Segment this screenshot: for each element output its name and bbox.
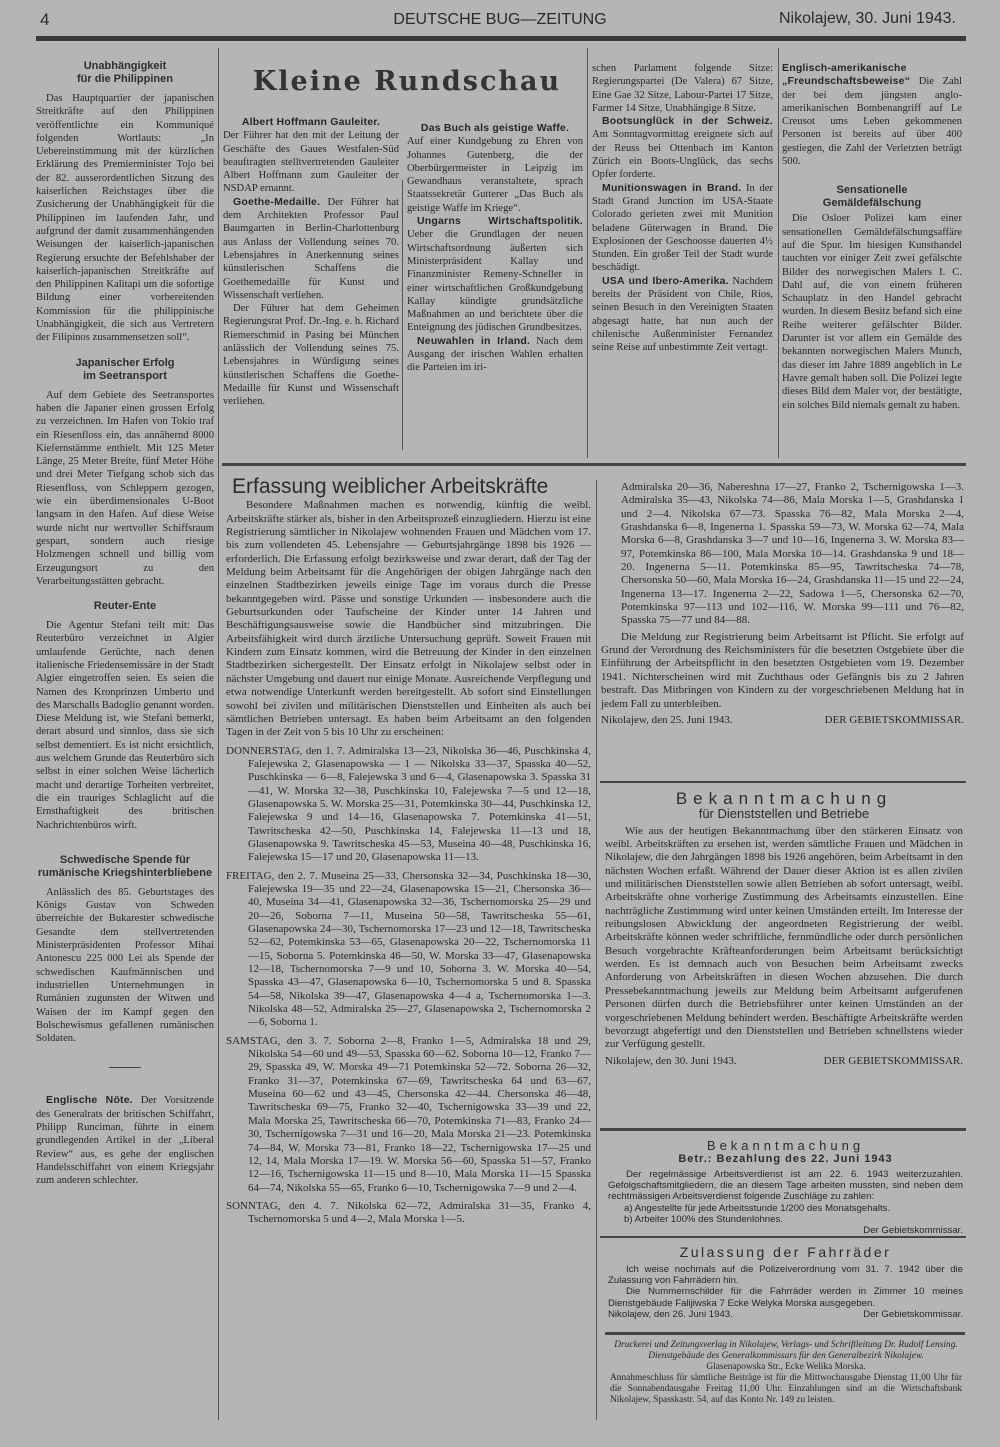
signature: Der Gebietskommissar.	[863, 1225, 963, 1237]
article-body: Munitionswagen in Brand. In der Stadt Grand Junction im USA-Staate Colorado gerieten zwei mit Munition beladene Güterwagen in Brand. Die Explosionen der Geschoosse dauerten 4½ Stunden. Ein großer Teil der Stadt wurde beschädigt.	[592, 181, 773, 274]
erfassung-article	[226, 475, 592, 1227]
day-schedule: SONNTAG, den 4. 7. Nikolska 62—72, Admiralska 31—35, Franko 4, Tschernomorska 5 und 4—2, Mala Morska 1—5.	[226, 1199, 592, 1226]
place-date: Nikolajew, den 30. Juni 1943.	[605, 1054, 737, 1067]
article-body: Neuwahlen in Irland. Nach dem Ausgang der irischen Wahlen erhalten die Parteien im iri-	[407, 334, 583, 374]
impressum	[610, 1340, 962, 1406]
masthead-rule	[36, 36, 966, 41]
signature: DER GEBIETSKOMMISSAR.	[824, 713, 964, 726]
article-body: Auf einer Kundgebung zu Ehren von Johannes Gutenberg, die der Oberbürgermeister in Leipzig im Gewandhaus veranstaltete, sprach Staatssekretär Gutterer „Das Buch als geistige Waffe im Kriege“.	[407, 136, 583, 214]
impressum-publisher: Druckerei und Zeitungsverlag in Nikolajew, Verlags- und Schriftleitung Dr. Rudolf Lensing.	[614, 1340, 958, 1350]
article-body: Der Führer hat dem Geheimen Regierungsrat Prof. Dr.-Ing. e. h. Richard Riemerschmid in Pasing bei München anlässlich der Vollendung seines 75. Lebensjahres in Würdigung seines künstlerischen Schaffens die Goethe-Medaille für Kunst und Wissenschaft verliehen.	[223, 303, 399, 408]
notice-item: a) Angestellte für jede Arbeitsstunde 1/200 des Monatsgehalts.	[624, 1202, 891, 1214]
column-divider	[596, 480, 597, 1420]
article-intro: Besondere Maßnahmen machen es notwendig, künftig die weibl. Arbeitskräfte stärker als, bisher in den Arbeitsprozeß einzugliedern. Hierzu ist eine Registrierung sämtlicher in Nikolajew wohnenden Frauen und Mädchen vom 17. bis zum vollendeten 45. Lebensjahre — Geburtsjahrgänge 1898 bis 1926 — erforderlich. Die Erfassung erfolgt bezirksweise und zwar derart, daß der Tag der Meldung beim Arbeitsamt für die Angehörigen der obigen Jahrgänge nach den einzelnen Stadtbezirken jeweils einige Tage im voraus durch die Presse bekanntgegeben wird. Pässe und sonstige Urkunden — insbesondere auch die Geburtsurkunden oder Taufscheine der Kinder unter 14 Jahren und Beschäftigungsausweise sowie die Handbücher sind mitzubringen. Die Arbeitsfähigkeit wird durch ärztliche Untersuchung geprüft. Soweit Frauen mit Kindern zum Einsatz kommen, wird die Betreuung der Kinder in den einzelnen Stadtbezirken sichergestellt. Der Einsatz erfolgt in Nikolajew selbst oder in nächster Umgebung und dauert nur einige Monate. Ausreichende Verpflegung und etwa notwendige Unterkunft werden bereitgestellt. Ab sofort sind Einstellungen sowohl bei zivilen und militärischen Dienststellen und Einheiten als auch bei sämtlichen Betrieben untersagt. Es haben beim Arbeitsamt an den folgenden Tagen in der Zeit von 5 bis 10 Uhr zu erscheinen:	[226, 499, 591, 739]
bekanntmachung-dienststellen	[605, 789, 963, 1068]
rundschau-column-2	[407, 122, 583, 375]
article-body: Goethe-Medaille. Der Führer hat dem Architekten Professor Paul Baumgarten in Berlin-Charlottenburg aus Anlass der Vollendung seines 70. Lebensjahres in Anerkennung seines künstlerischen Schaffens die Goethemedaille für Kunst und Wissenschaft verliehen.	[223, 195, 399, 301]
separator-rule	[109, 1067, 141, 1068]
rundschau-column-1	[223, 116, 399, 409]
notice-subtitle: Betr.: Bezahlung des 22. Juni 1943	[678, 1153, 893, 1165]
signature-line	[608, 1309, 963, 1320]
article-body: Die Osloer Polizei kam einer sensationellen Gemäldefälschungsaffäre auf die Spur. Im hiesigen Kunsthandel tauchten vor einiger Zeit zwei gefälschte Bilder des norwegischen Malers I. C. Dahl auf, die von einem früheren Schauplatz in den Handel gebracht wurden. In diesem Besitz befand sich eine Reihe weiterer gefälschter Bilder. Darunter ist vor allem ein Gemälde des bekannten norwegischen Malers Munch, das dieser im Jahre 1889 angeblich in Le Havre gemalt haben soll. Die Polizei legte dieses Bild dem Maler vor, der bestätigte, ein solches Bild niemals gemalt zu haben.	[782, 213, 962, 411]
article-body: Bootsunglück in der Schweiz. Am Sonntagvormittag ereignete sich auf der Reuss bei Ottenbach im Kanton Zürich ein Boots-Unglück, das sechs Opfer forderte.	[592, 115, 773, 181]
article-body: Englisch-amerikanische „Freundschaftsbeweise“ Die Zahl der bei dem jüngsten anglo-amerikanischen Bombenangriff auf Le Creusot ums Leben gekommenen Personen ist bereits auf über 400 gestiegen, die Zahl der Verletzten beträgt 500.	[782, 62, 962, 168]
signature: Der Gebietskommissar.	[863, 1308, 963, 1320]
article-body: USA und Ibero-Amerika. Nachdem bereits der Präsident von Chile, Rios, seinen Besuch in den Vereinigten Staaten abgesagt hatte, hat nun auch der chilenische Außenminister Fernandez seine Reise auf unbestimmte Zeit vertagt.	[592, 274, 773, 354]
article-heading: Sensationelle Gemäldefälschung	[822, 184, 922, 210]
rundschau-column-4	[782, 62, 962, 412]
place-date: Nikolajew, den 26. Juni 1943.	[608, 1308, 733, 1320]
impressum-deadline: Annahmeschluss für sämtliche Beiträge ist für die Mittwochausgabe Dienstag 11,00 Uhr für die Sonnabendausgabe Freitag 11,00 Uhr. Einzahlungen sind an die Wirtschaftsbank Nikolajew, Spasskastr. 54, auf das Konto Nr. 149 zu leisten.	[610, 1373, 962, 1405]
column-divider	[778, 48, 779, 458]
notice-subtitle: für Dienststellen und Betriebe	[698, 806, 870, 822]
section-rule	[222, 463, 966, 466]
erfassung-continuation	[601, 481, 964, 727]
section-rule	[600, 781, 966, 783]
article-lead: Albert Hoffmann Gauleiter.	[241, 116, 381, 128]
column-1	[36, 56, 214, 1187]
zulassung-fahrraeder	[608, 1244, 963, 1320]
day-schedule: DONNERSTAG, den 1. 7. Admiralska 13—23, Nikolska 36—46, Puschkinska 4, Falejewska 2, Glasenapowska — 1 — Nikolska 33—37, Spasska 40—52, Puschkinska — 6—8, Falejewska 3 und 6—4, Glasenapowska 3. Spasska 31—41, W. Morska 32—38, Puschkinska 10, Falejewska 7—5 und 12—18, Glasenapowska 5. W. Morska 25—31, Potemkinska 30—44, Puschkinska 12, Falejewska 9 und 14—16, Glasenapowska 7. Potemkinska 41—51, Tawritscheska 42—50, Puschkinska 14, Falejewska 11—13 und 18, Glasenapowska 9. Tawritscheska 45—53, Museina 40—48, Puschkinska 16, Falejewska 15—17 und 20, Glasenapowska 11—13.	[226, 744, 591, 864]
rundschau-column-3	[592, 62, 773, 355]
article-title: Erfassung weiblicher Arbeitskräfte	[232, 475, 549, 498]
day-schedule: SAMSTAG, den 3. 7. Soborna 2—8, Franko 1—5, Admiralska 18 und 29, Nikolska 54—60 und 49—53, Spasska 60—62. Soborna 10—12, Franko 7—29, Spasska 49, W. Morska 49—71 Potemkinska 52—72. Soborna 26—32, Franko 31—37, Potemkinska 67—69, Tawritscheska 64 und 63—67, Museina 60—62 und 43—45, Chersonska 42—44. Chersonska 46—48, Tawritscheska 69—75, Franko 32—40, Tschernigowska 33—39 und 22, Mala Morska 25, Tawritscheska 66—70, Potemkinska 71—83, Franko 24—30, Tschernigowska 7—31 und 16—20, Mala Morska 21—23. Potemkinska 74—84, W. Morska 73—81, Franko 18—22, Tschernigowska 17—25 und 12, 14, Mala Morska 17—19. W. Morska 56—60, Spasska 51—57, Franko 12—16, Tschernigowska 11—15 und 8—10, Mala Morska 11—15 Spasska 64—74, Nikolska 55—65, Franko 6—10, Tschernigowska 7—9 und 2—4.	[226, 1034, 591, 1194]
column-divider	[587, 48, 588, 458]
article-body: Das Hauptquartier der japanischen Streitkräfte auf den Philippinen veröffentlichte ein Kommuniqué folgenden Wortlauts: „In Uebereinstimmung mit der kürzlichen Erklärung des Premierminister Tojo bei der 82. ausserordentlichen Sitzung des kaiserlichen Reichstages über die Zusicherung der Unabhängigkeit für die Philippinen im laufenden Jahr, und aufgrund der damit zusammenhängenden Weisungen der kaiserlich-japanischen Regierung ersuchte der Befehlshaber der kaiserlich-japanischen Streitkräfte auf den Philippinen Kalitapi um die sofortige Bildung einer vorbereitenden Kommission für die philippinische Unabhängigkeit, die sich aus Vertretern der Filipinos zusammensetzen soll“.	[36, 93, 214, 344]
article-body: Anlässlich des 85. Geburtstages des Königs Gustav von Schweden überreichte der Bukarester schwedische Gesandte dem stellvertretenden Ministerpräsidenten Professor Mihai Antonescu 225 000 Lei als Spende der schwedischen Kaufmännischen und industriellen Unternehmungen in Rumänien zugunsten der Witwen und Waisen der im Kampf gegen den Bolschewismus gefallenen rumänischen Soldaten.	[36, 886, 214, 1045]
article-heading: Reuter-Ente	[93, 600, 157, 613]
article-body: Englische Nöte. Der Vorsitzende des Generalrats der britischen Schiffahrt, Philipp Runciman, führte in einem grundlegenden Artikel in der „Liberal Review“ aus, es gehe der englischen Handelsschiffahrt von einem Kriegsjahr zum anderen schlechter.	[36, 1094, 214, 1187]
column-divider	[402, 180, 403, 450]
day-schedule-continued: Admiralska 20—36, Nabereshna 17—27, Franko 2, Tschernigowska 1—3. Admiralska 35—43, Nikolska 74—86, Mala Morska 1—5, Grashdanska 1 und 2—4. Nikolska 67—73. Spasska 76—82, Mala Morska 2—4, Grashdanska 6—8, Ingenerna 1. Spasska 59—73, W. Morska 62—74, Mala Morska 6—8, Grashdanska 3—7 und 10—16, Ingenerna 3. W. Morska 83—97, Potemkinska 86—100, Mala Morska 10—14. Grashdanska 9 und 18—20. Ingenerna 5—11. Potemkinska 85—95, Tawritscheska 74—78, Chersonska 50—60, Mala Morska 16—24, Grashdanska 11—15 und 22—24, Ingenerna 13—17. Ingenerna 2—22, Sadowa 1—5, Chersonska 62—70, Potemkinska 97—113 und 102—116, W. Morska 99—111 und 76—82, Spasska 75—77 und 84—88.	[621, 481, 964, 627]
section-rule	[605, 1332, 965, 1335]
place-date: Nikolajew, den 25. Juni 1943.	[601, 713, 733, 726]
notice-title: Zulassung der Fahrräder	[679, 1244, 892, 1260]
notice-body: Der regelmässige Arbeitsverdienst ist am 22. 6. 1943 weiterzuzahlen. Gefolgschaftsmitgliedern, die an diesem Tage arbeiten mussten, sind neben dem rechtmässigen Arbeitsverdienst folgende Zuschläge zu zahlen:	[608, 1169, 963, 1203]
notice-body: Ich weise nochmals auf die Polizeiverordnung vom 31. 7. 1942 über die Zulassung von Fahrrädern hin.	[608, 1264, 963, 1287]
newspaper-name: DEUTSCHE BUG—ZEITUNG	[393, 11, 607, 28]
article-closing: Die Meldung zur Registrierung beim Arbeitsamt ist Pflicht. Sie erfolgt auf Grund der Verordnung des Reichsministers für die besetzten Ostgebiete über die Einführung der Arbeitspflicht in den besetzten Ostgebieten vom 19. Dezember 1941. Nichterscheinen wird mit Zuchthaus oder Gefängnis bis zu 2 Jahren bestraft. Das Mitbringen von Kindern zu der vorgeschriebenen Meldung hat in jedem Fall zu unterbleiben.	[601, 630, 964, 710]
bekanntmachung-bezahlung	[608, 1138, 963, 1236]
section-rule	[600, 1236, 966, 1238]
impressum-office: Dienstgebäude des Generalkommissars für den Generalbezirk Nikolajew.	[648, 1351, 924, 1361]
notice-item: b) Arbeiter 100% des Stundenlohnes.	[624, 1213, 783, 1225]
impressum-address: Glasenapowska Str., Ecke Welika Morska.	[706, 1362, 866, 1372]
notice-title: Bekanntmachung	[706, 1138, 865, 1153]
day-schedule: FREITAG, den 2. 7. Museina 25—33, Chersonska 32—34, Puschkinska 18—30, Falejewska 19—35 und 22—24, Glasenapowska 15—21, Chersonska 36—40, Museina 34—41, Glasenapowska 32—36, Tschernomorska 25—29 und 20—26, Soborna 7—11, Museina 50—58, Tawritscheska 55—61, Glasenapowska 24—30, Tschernomorska 17—23 und 12—18, Tawritscheska 52—62, Potemkinska 53—65, Glasenapowska 20—22, Tschernomorska 11—15, Soborna 5. Potemkinska 46—50, W. Morska 33—47, Glasenapowska 12—18, Tschernomorska 7—9 und 10, Soborna 3. W. Morska 40—54, Spasska 43—47, Glasenapowska 6—10, Tschernomorska 5 und 8. Spasska 54—58, Nikolska 39—47, Glasenapowska 4—4 a, Tschernomorska 1—3. Nikolska 48—52, Admiralska 25—27, Glasenapowska 2, Tschernomorska 2—6, Soborna 1.	[226, 869, 592, 1029]
article-body: Ungarns Wirtschaftspolitik. Ueber die Grundlagen der neuen Wirtschaftsordnung äußerten sich Ministerpräsident Kallay und Finanzminister Remeny-Schneller in einer wirtschaftlichen Großkundgebung Kallay kündigte grundsätzliche Maßnahmen an und berichtete über die Enteignung des jüdischen Grundbesitzes.	[407, 215, 583, 334]
signature-line	[605, 1055, 963, 1068]
section-rule	[600, 1128, 966, 1131]
article-heading: Japanischer Erfolg im Seetransport	[75, 356, 175, 382]
page-number: 4	[40, 10, 50, 29]
masthead	[40, 10, 960, 34]
article-heading: Unabhängigkeit für die Philippinen	[77, 60, 173, 85]
signature-line	[601, 714, 964, 727]
issue-date: Nikolajew, 30. Juni 1943.	[779, 10, 956, 27]
notice-body: Die Nummernschilder für die Fahrräder werden in Zimmer 10 meines Dienstgebäude Falijiwska 7 Ecke Welyka Morska ausgegeben.	[608, 1286, 963, 1309]
article-body: Auf dem Gebiete des Seetransportes haben die Japaner einen grossen Erfolg zu verzeichnen. Im Hafen von Tokio traf ein Riesenfloss ein, das annähernd 8000 Kiefernstämme enthielt. Mit 125 Meter Länge, 25 Meter Breite, fünf Meter Höhe und drei Meter Tiefgang schob sich das Riesenfloss, von Schleppern gezogen, wie ein überdimensionales U-Boot langsam in den Hafen. Auf diese Weise wurde nicht nur wertvoller Schiffsraum gespart, sondern auch riesige Holzmengen schnell und billig vom Erzeugungsort zu den Verarbeitungsstätten gebracht.	[36, 389, 214, 587]
article-body: schen Parlament folgende Sitze: Regierungspartei (De Valera) 67 Sitze, Eine Gae 32 Sitze, Labour-Partei 17 Sitze, Farmer 14 Sitze, Unabhängige 8 Sitze.	[592, 63, 773, 114]
section-title: Kleine Rundschau	[252, 66, 562, 97]
signature: DER GEBIETSKOMMISSAR.	[823, 1054, 963, 1067]
article-body: Die Agentur Stefani teilt mit: Das Reuterbüro verzeichnet in Algier umlaufende Gerüchte, nach denen italienische Friedensemissäre in der Stadt Algier eingetroffen seien. Es seien die Namen des Kronprinzen Umberto und des Marschalls Badoglio genannt worden. Diese Meldung ist, wie Stefani bemerkt, derart absurd und sinnlos, dass sie sich selbst dementiert. Es ist nicht ersichtlich, aus welchem Grunde das Reuterbüro sich selbst in einer solchen Weise lächerlich macht und derartige Torheiten verbreitet, die ein trauriges Schlaglicht auf die Ernsthaftigkeit des britischen Nachrichtenbüros wirft.	[36, 620, 214, 831]
article-lead: Das Buch als geistige Waffe.	[420, 122, 570, 134]
notice-body: Wie aus der heutigen Bekanntmachung über den stärkeren Einsatz von weibl. Arbeitskräften zu ersehen ist, werden sämtliche Frauen und Mädchen in Nikolajew, die den Jahrgängen 1898 bis 1926 angehören, beim Arbeitsamt in den nächsten Wochen erfaßt. Während der Dauer dieser Aktion ist es allen zivilen und militärischen Dienststellen sowie allen Betrieben ab sofort untersagt, weibl. Arbeitskräfte ohne vorherige Zustimmung des Arbeitsamts einzustellen. Eine nachträgliche Zustimmung wird unter keinen Umständen erteilt. Im Interesse der reibungslosen Abwicklung der angeordneten Registrierung der weibl. Arbeitskräfte können weder schriftliche, fernmündliche oder durch persönlichen Besuch vorgebrachte Kräfteanforderungen beim Arbeitsamt berücksichtigt werden. Es ist demnach auch von Besuchen beim Arbeitsamt zwecks Anforderung von Arbeitskräften in diesen Wochen abzusehen. Die durch Pressebekanntmachung jeweils zur Meldung beim Arbeitsamt aufgerufenen Personen dürfen durch die Betriebsführer unter keinen Umständen an der vorgeschriebenen Meldung behindert werden. Beschäftigte Arbeitskräfte werden bevorzugt abgefertigt und den Dienststellen und Betrieben schnellstens wieder zur Verfügung gestellt.	[605, 824, 963, 1051]
notice-title: Bekanntmachung	[675, 789, 893, 808]
column-divider	[218, 48, 219, 1420]
article-heading: Schwedische Spende für rumänische Kriegshinterbliebene	[37, 853, 213, 879]
article-body: Der Führer hat den mit der Leitung der Geschäfte des Gaues Westfalen-Süd beauftragten stelltvertretenden Gauleiter Albert Hoffmann zum Gauleiter der NSDAP ernannt.	[223, 130, 399, 195]
